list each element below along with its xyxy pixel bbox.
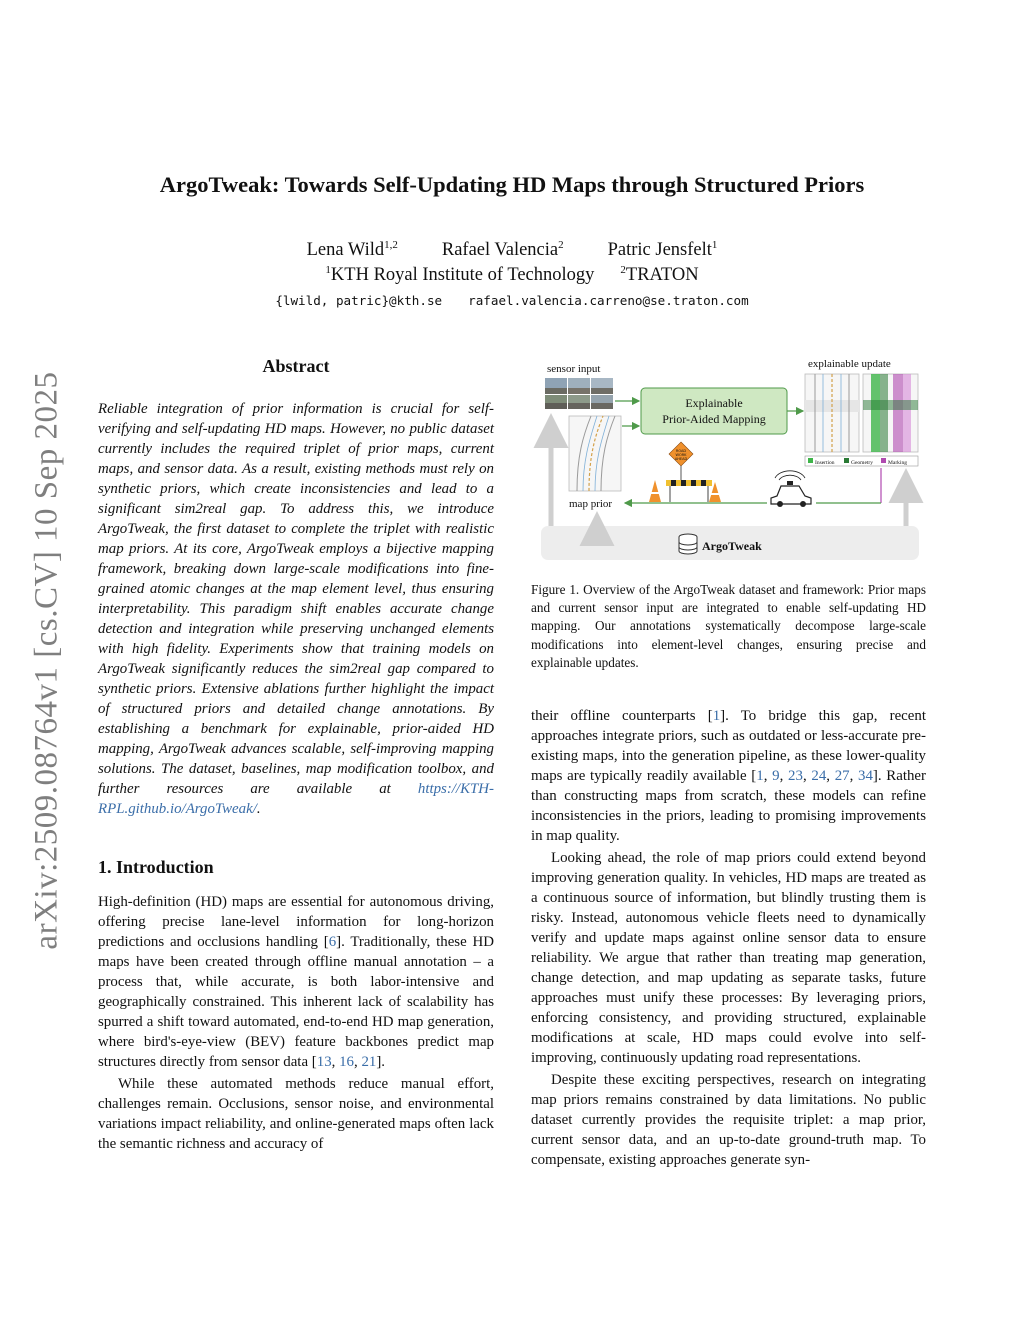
citation-link[interactable]: 24 (811, 768, 827, 785)
abstract-heading: Abstract (262, 356, 330, 376)
abstract-text: Reliable integration of prior information is crucial for self-verifying and self-updating HD maps. However, no public dataset currently includes the required triplet of prior maps, current maps, and sensor data. As a result, existing methods must rely on synthetic priors, which create inconsistencies and lead to a significant sim2real gap. To address this, we introduce ArgoTweak, the first dataset to complete the triplet with realistic map priors. At its core, ArgoTweak employs a bijective mapping framework, breaking down large-scale modifications into fine-grained atomic changes at the map element level, thus ensuring interpretability. This paradigm shift enables accurate change detection and integration while preserving unchanged elements with high fidelity. Experiments show that training models on ArgoTweak significantly reduces the sim2real gap compared to synthetic priors. Extensive ablations further highlight the impact of structured priors and detailed change annotations. By establishing a benchmark for explainable, prior-aided HD mapping, ArgoTweak advances scalable, self-improving mapping solutions. The dataset, baselines, map modification toolbox, and further resources are available at https://KTH-RPL.github.io/ArgoTweak/. (98, 401, 494, 817)
figure-overview (531, 356, 926, 566)
update-thumbnail-right (863, 374, 918, 452)
explainable-update-label: explainable update (808, 358, 891, 370)
update-thumbnail-left (805, 374, 859, 452)
legend-marking: Marking (888, 460, 907, 466)
legend-geometry: Geometry (851, 460, 873, 466)
email-list (0, 293, 1024, 308)
overview-diagram (531, 356, 926, 566)
map-prior-label: map prior (569, 498, 613, 510)
intro-paragraph-2: While these automated methods reduce manual effort, challenges remain. Occlusions, sensor noise, and environmental variations impact reliability, and online-generated maps often lack the semantic richness and accuracy of (98, 1076, 494, 1152)
citation-link[interactable]: 1 (712, 708, 721, 725)
citation-link[interactable]: 6 (328, 934, 337, 950)
right-paragraph-3: Despite these exciting perspectives, research on integrating map priors remains constrained by data limitations. No public dataset currently provides the requisite triplet: a map prior, current sensor data, and an up-to-date ground-truth map. To compensate, existing approaches generate syn- (531, 1072, 926, 1169)
email: rafael.valencia.carreno@se.traton.com (468, 293, 749, 308)
author: Rafael Valencia$^2$ (441, 239, 564, 260)
intro-paragraph-1: High-definition (HD) maps are essential for autonomous driving, offering precise lane-level information for long-horizon predictions and occlusions handling [6]. Traditionally, these HD maps have been created through offline manual annotation – a process that, while accurate, is both labor-intensive and geographically constrained. This inherent lack of scalability has spurred a shift toward automated, end-to-end HD map generation, where bird's-eye-view (BEV) feature backbones predict map structures directly from sensor data [13, 16, 21]. (98, 894, 494, 1070)
construction-barrier-icon (649, 480, 721, 502)
sensor-images (545, 378, 613, 409)
right-paragraph-1: their offline counterparts [1]. To bridge this gap, recent approaches integrate priors, such as outdated or less-accurate pre-existing maps, into the generation pipeline, as these lower-quality maps are typically readily available [1, 9, 23, 24, 27, 34]. Rather than constructing maps from scratch, these models can refine inconsistencies in the priors, leading to promising improvements in map quality. (531, 708, 926, 845)
right-column (531, 356, 926, 1170)
citation-link[interactable]: 1 (756, 768, 764, 785)
author-list (0, 240, 1024, 261)
citation-link[interactable]: 16 (339, 1054, 354, 1070)
email: {lwild, patric}@kth.se (275, 293, 443, 308)
citation-link[interactable]: 21 (361, 1054, 377, 1070)
arxiv-sidebar (22, 360, 72, 960)
affiliation-list (0, 265, 1024, 286)
affiliation: $^2$TRATON (620, 264, 699, 285)
change-legend (805, 456, 918, 466)
right-body-text (531, 706, 926, 1170)
svg-text:ROAD: ROAD (675, 449, 687, 453)
sensor-input-label: sensor input (547, 363, 601, 375)
figure-caption: Figure 1. Overview of the ArgoTweak dataset and framework: Prior maps and current sensor input are integrated to enable self-updating HD mapping. Our annotations systematically decompose large-scale modifications into element-level changes, ensuring precise and explainable updates. (531, 582, 926, 670)
right-paragraph-2: Looking ahead, the role of map priors could extend beyond improving generation quality. In vehicles, HD maps are treated as a continuous source of information, but blindly trusting them is risky. Instead, autonomous vehicle fleets need to dynamically verify and update maps against online sensor data to ensure reliability. We argue that rather than treating map generation, change detection, and map updating as separate tasks, future approaches must unify these processes: By leveraging priors, enforcing consistency, and providing structured, explainable modifications at scale, HD maps could evolve into self-improving, continuously updating road representations. (531, 850, 926, 1067)
citation-link[interactable]: 9 (772, 768, 780, 785)
database-icon (679, 534, 697, 554)
dataset-label: ArgoTweak (702, 539, 762, 553)
svg-text:WORK: WORK (675, 453, 687, 457)
author: Patric Jensfelt$^1$ (607, 239, 718, 260)
section-heading-introduction: 1. Introduction (98, 857, 214, 877)
svg-text:AHEAD: AHEAD (674, 457, 688, 461)
paper-title: ArgoTweak: Towards Self-Updating HD Maps through Structured Priors (159, 172, 865, 197)
prior-aided-mapping-box (641, 388, 787, 434)
citation-link[interactable]: 23 (788, 768, 803, 785)
box-label-line2: Prior-Aided Mapping (662, 412, 766, 426)
map-prior-thumbnail (569, 416, 621, 491)
citation-link[interactable]: 34 (858, 768, 873, 785)
road-work-sign-icon (669, 442, 693, 481)
citation-link[interactable]: 27 (834, 768, 850, 785)
project-link[interactable]: https://KTH-RPL.github.io/ArgoTweak/ (98, 781, 494, 817)
box-label-line1: Explainable (685, 396, 743, 410)
citation-link[interactable]: 13 (316, 1054, 332, 1070)
left-column (98, 356, 494, 1154)
vehicle-icon (771, 471, 811, 507)
arxiv-identifier: arXiv:2509.08764v1 [cs.CV] 10 Sep 2025 (28, 370, 65, 950)
author: Lena Wild$^{1,2}$ (306, 239, 398, 260)
affiliation: $^1$KTH Royal Institute of Technology (325, 264, 595, 285)
legend-insertion: Insertion (815, 460, 835, 466)
